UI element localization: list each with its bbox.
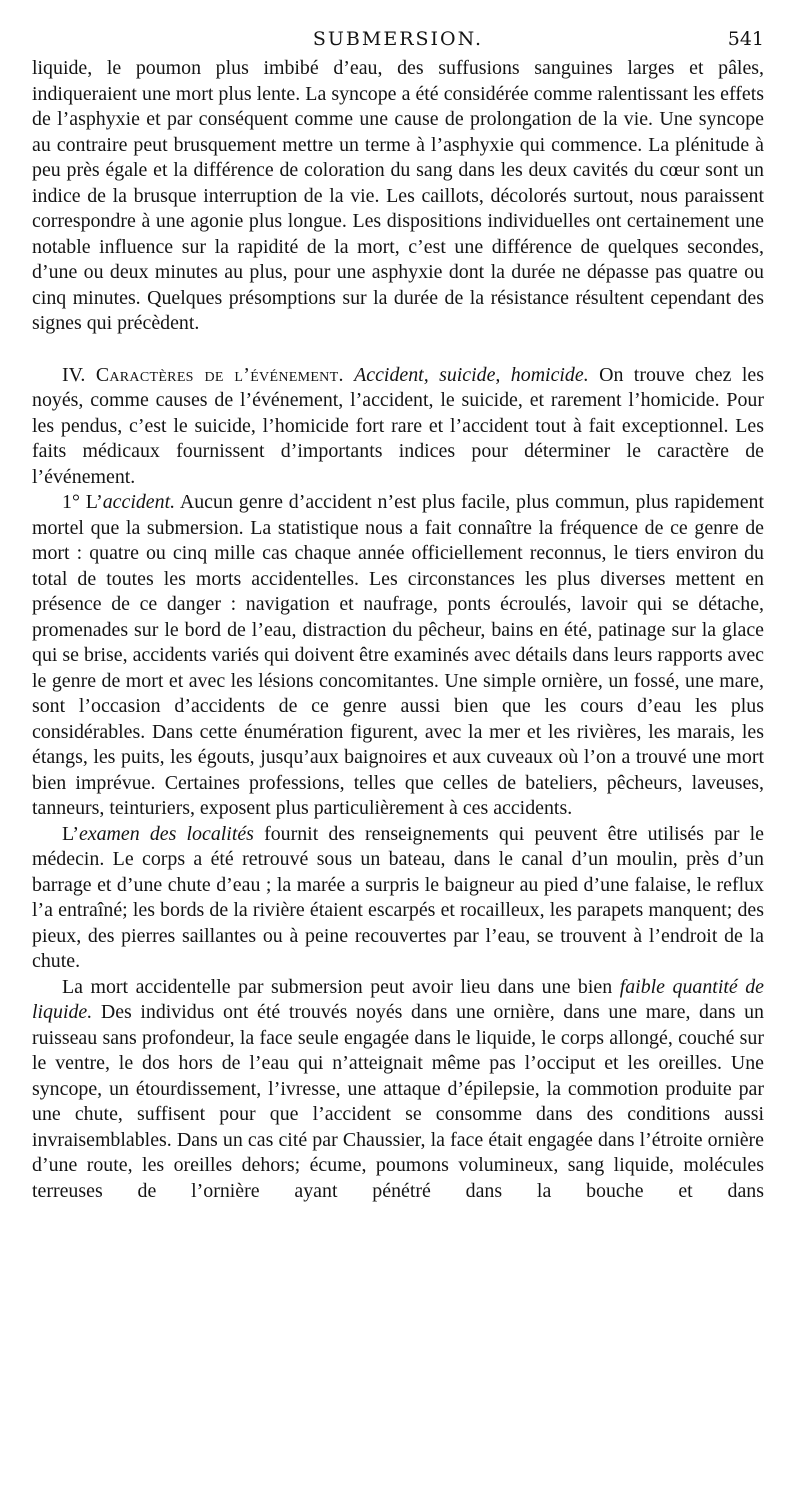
section-number: IV. (62, 363, 86, 386)
item-text: Aucun genre d’accident n’est plus facile, plus commun, plus rapidement mortel que la submersion. La statistique nous a fait connaître la fréquence de ce genre de mort : quatre ou cinq mille cas chaque année officiellement reconnus, le tiers environ du total de toutes les morts accidentelles. Les circonstances les plus diverses mettent en présence de ce danger : navigation et naufrage, ponts écroulés, lavoir qui se détache, promenades sur le bord de l’eau, distraction du pêcheur, bains en été, patinage sur la glace qui se brise, accidents variés qui doivent être examinés avec détails dans leurs rapports avec le genre de mort et avec les lésions concomitantes. Une simple ornière, un fossé, une mare, sont l’occasion d’accidents de ce genre aussi bien que les cours d’eau les plus considérables. Dans cette énumération figurent, avec la mer et les rivières, les marais, les étangs, les puits, les égouts, jusqu’aux baignoires et aux cuveaux où l’on a trouvé une mort bien imprévue. Certaines professions, telles que celles de bateliers, pêcheurs, laveuses, tanneurs, teinturiers, exposent plus particulièrement à ces accidents. (32, 491, 765, 819)
section-gap (32, 337, 764, 363)
running-title: SUBMERSION. (312, 28, 484, 50)
localities-lead: L’ (62, 822, 79, 845)
item-lead: L’ (85, 491, 103, 513)
section-text: On trouve chez les noyés, comme causes de l’événement, l’accident, le suicide, et rarement l’homicide. Pour les pendus, c’est le suicide, l’homicide fort rare et l’accident tout à fait exceptionnel. Les faits médicaux fournissent d’importants indices pour déterminer le caractère de l’événement. (32, 363, 764, 488)
small-quantity-paragraph (32, 975, 764, 1205)
item-italic-term: accident. (102, 491, 176, 513)
running-head (32, 22, 764, 56)
section-iv-paragraph (32, 363, 764, 491)
page-number: 541 (727, 28, 764, 50)
book-page (32, 22, 764, 1204)
localities-paragraph (32, 822, 764, 975)
small-quantity-text-after: Des individus ont été trouvés noyés dans une ornière, dans une mare, dans un ruisseau sans profondeur, la face seule engagée dans le liquide, le corps allongé, couché sur le ventre, le dos hors de l’eau qui n’atteignait même pas l’occiput et les oreilles. Une syncope, un étourdissement, l’ivresse, une attaque d’épilepsie, la commotion produite par une chute, suffisent pour que l’accident se consomme dans des conditions aussi invraisemblables. Dans un cas cité par Chaussier, la face était engagée dans l’étroite ornière d’une route, les oreilles dehors; écume, poumons volumineux, sang liquide, molécules terreuses de l’ornière ayant pénétré dans la bouche et dans (32, 1001, 764, 1202)
section-italic-terms: Accident, suicide, homicide. (354, 363, 589, 386)
faint-footer-marks (92, 1466, 662, 1468)
small-quantity-italic-term: faible quantité de liquide. (32, 975, 764, 1023)
localities-italic-term: examen des localités (78, 822, 254, 845)
paragraph-continued: liquide, le poumon plus imbibé d’eau, des suffusions sanguines larges et pâles, indiqueraient une mort plus lente. La syncope a été considérée comme ralentissant les effets de l’asphyxie et par conséquent comme une cause de prolongation de la vie. Une syncope au contraire peut brusquement mettre un terme à l’asphyxie qui commence. La plénitude à peu près égale et la différence de coloration du sang dans les deux cavités du cœur sont un indice de la brusque interruption de la vie. Les caillots, décolorés surtout, nous paraissent correspondre à une agonie plus longue. Les dispositions individuelles ont certainement une notable influence sur la rapidité de la mort, c’est une différence de quelques secondes, d’une ou deux minutes au plus, pour une asphyxie dont la durée ne dépasse pas quatre ou cinq minutes. Quelques présomptions sur la durée de la résistance résultent cependant des signes qui précèdent. (32, 57, 764, 334)
small-quantity-text-before: La mort accidentelle par submersion peut avoir lieu dans une bien (62, 975, 613, 998)
accident-paragraph (32, 490, 764, 822)
section-heading: Caractères de l’événement. (95, 363, 344, 386)
localities-text: fournit des renseignements qui peuvent être utilisés par le médecin. Le corps a été retrouvé sous un bateau, dans le canal d’un moulin, près d’un barrage et d’une chute d’eau ; la marée a surpris le baigneur au pied d’une falaise, le reflux l’a entraîné; les bords de la rivière étaient escarpés et rocailleux, les parapets manquent; des pieux, des pierres saillantes ou à peine recouvertes par l’eau, se trouvent à l’endroit de la chute. (32, 822, 764, 972)
item-number: 1° (62, 491, 80, 513)
